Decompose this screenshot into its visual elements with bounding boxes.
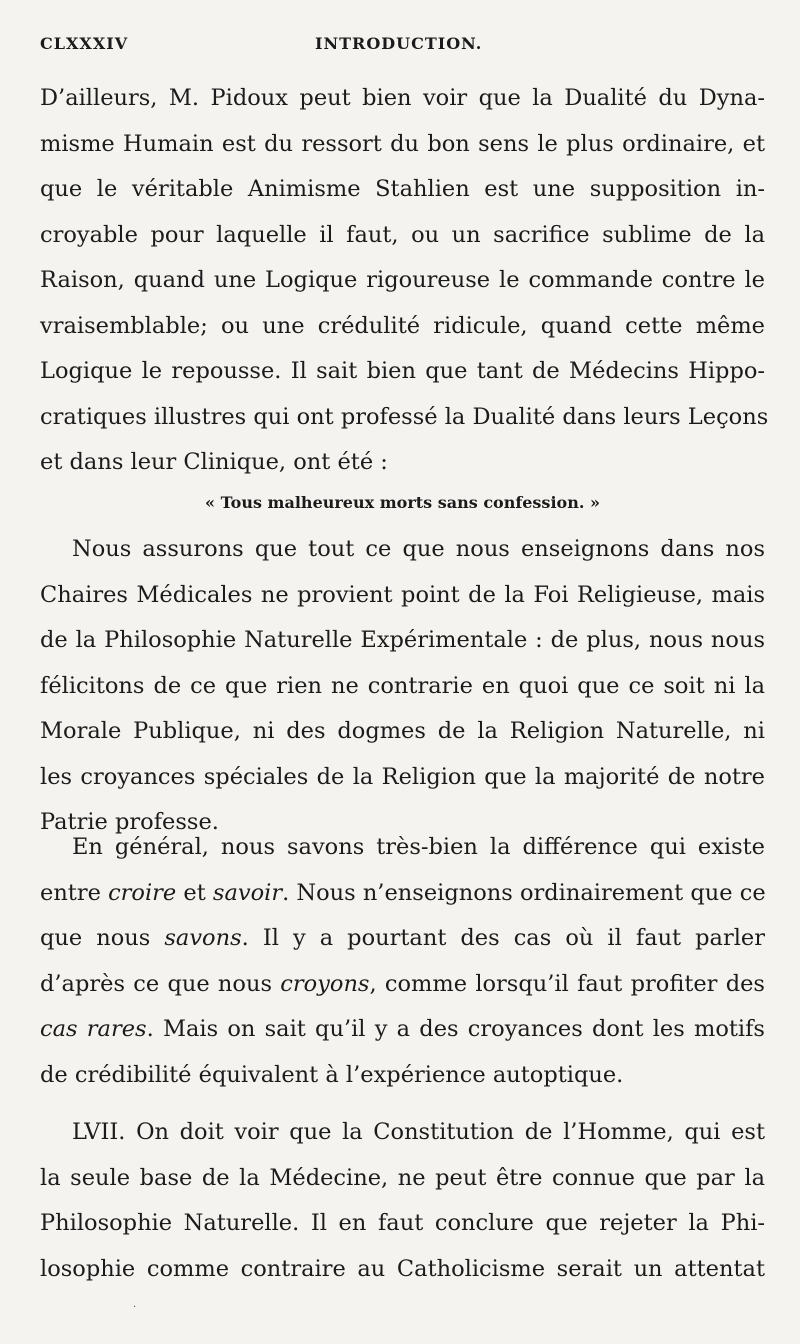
text-segment: , comme lorsqu’il faut profiter des <box>369 970 765 997</box>
quotation: « Tous malheureux morts sans confession. » <box>205 493 600 512</box>
text-line: et dans leur Clinique, ont été : <box>40 449 388 475</box>
paragraph-dualite <box>40 76 769 486</box>
paragraph-lvii <box>40 1110 765 1292</box>
text-segment: . Mais on sait qu’il y a des croyances dont les motifs <box>146 1016 765 1042</box>
text-line: Philosophie Naturelle. Il en faut conclure que rejeter la Phi- <box>40 1210 765 1236</box>
text-line: la seule base de la Médecine, ne peut être connue que par la <box>40 1164 765 1191</box>
text-line <box>40 871 765 917</box>
text-segment: . Il y a pourtant des cas où il faut parler <box>241 925 765 951</box>
text-line: Raison, quand une Logique rigoureuse le commande contre le <box>40 267 765 293</box>
italic-word: croire <box>108 879 177 906</box>
text-line: misme Humain est du ressort du bon sens le plus ordinaire, et <box>40 130 765 157</box>
text-line: LVII. On doit voir que la Constitution de l’Homme, qui est <box>72 1119 765 1145</box>
text-line: Nous assurons que tout ce que nous enseignons dans nos <box>72 536 765 562</box>
text-line: losophie comme contraire au Catholicisme serait un attentat <box>40 1255 765 1282</box>
paragraph-croire-savoir <box>40 825 765 1098</box>
italic-word: cas rares <box>40 1016 147 1042</box>
text-line <box>40 916 765 962</box>
text-line <box>40 1007 765 1053</box>
text-line: de la Philosophie Naturelle Expérimentale : de plus, nous nous <box>40 627 765 653</box>
text-line: cratiques illustres qui ont professé la Dualité dans leurs Leçons <box>40 403 769 430</box>
italic-word: savons <box>164 925 242 951</box>
page-header <box>40 34 765 58</box>
text-line: les croyances spéciales de la Religion que la majorité de notre <box>40 763 765 790</box>
text-segment: et <box>176 879 213 906</box>
text-line: En général, nous savons très-bien la différence qui existe <box>72 834 765 860</box>
text-line: croyable pour laquelle il faut, ou un sacrifice sublime de la <box>40 221 765 248</box>
text-line: que le véritable Animisme Stahlien est une supposition in- <box>40 176 765 202</box>
text-segment: entre <box>40 879 109 906</box>
text-line: Morale Publique, ni des dogmes de la Religion Naturelle, ni <box>40 718 765 744</box>
text-line: Logique le repousse. Il sait bien que tant de Médecins Hippo- <box>40 358 765 384</box>
text-line: félicitons de ce que rien ne contrarie en quoi que ce soit ni la <box>40 672 765 699</box>
running-title: INTRODUCTION. <box>315 34 483 53</box>
text-line: D’ailleurs, M. Pidoux peut bien voir que la Dualité du Dyna- <box>40 85 765 111</box>
ink-speck: · <box>133 1302 137 1313</box>
text-segment: d’après ce que nous <box>40 970 281 997</box>
text-line: Patrie professe. <box>40 809 219 835</box>
text-segment: . Nous n’enseignons ordinairement que ce <box>282 879 766 906</box>
italic-word: croyons <box>280 970 370 997</box>
text-line: Chaires Médicales ne provient point de la Foi Religieuse, mais <box>40 581 765 608</box>
text-line <box>40 962 765 1008</box>
text-line: vraisemblable; ou une crédulité ridicule, quand cette même <box>40 312 765 339</box>
text-segment: que nous <box>40 925 165 951</box>
italic-word: savoir <box>212 879 283 906</box>
paragraph-chaires <box>40 527 765 846</box>
page-number: CLXXXIV <box>40 34 129 53</box>
text-line: de crédibilité équivalent à l’expérience autoptique. <box>40 1061 624 1088</box>
